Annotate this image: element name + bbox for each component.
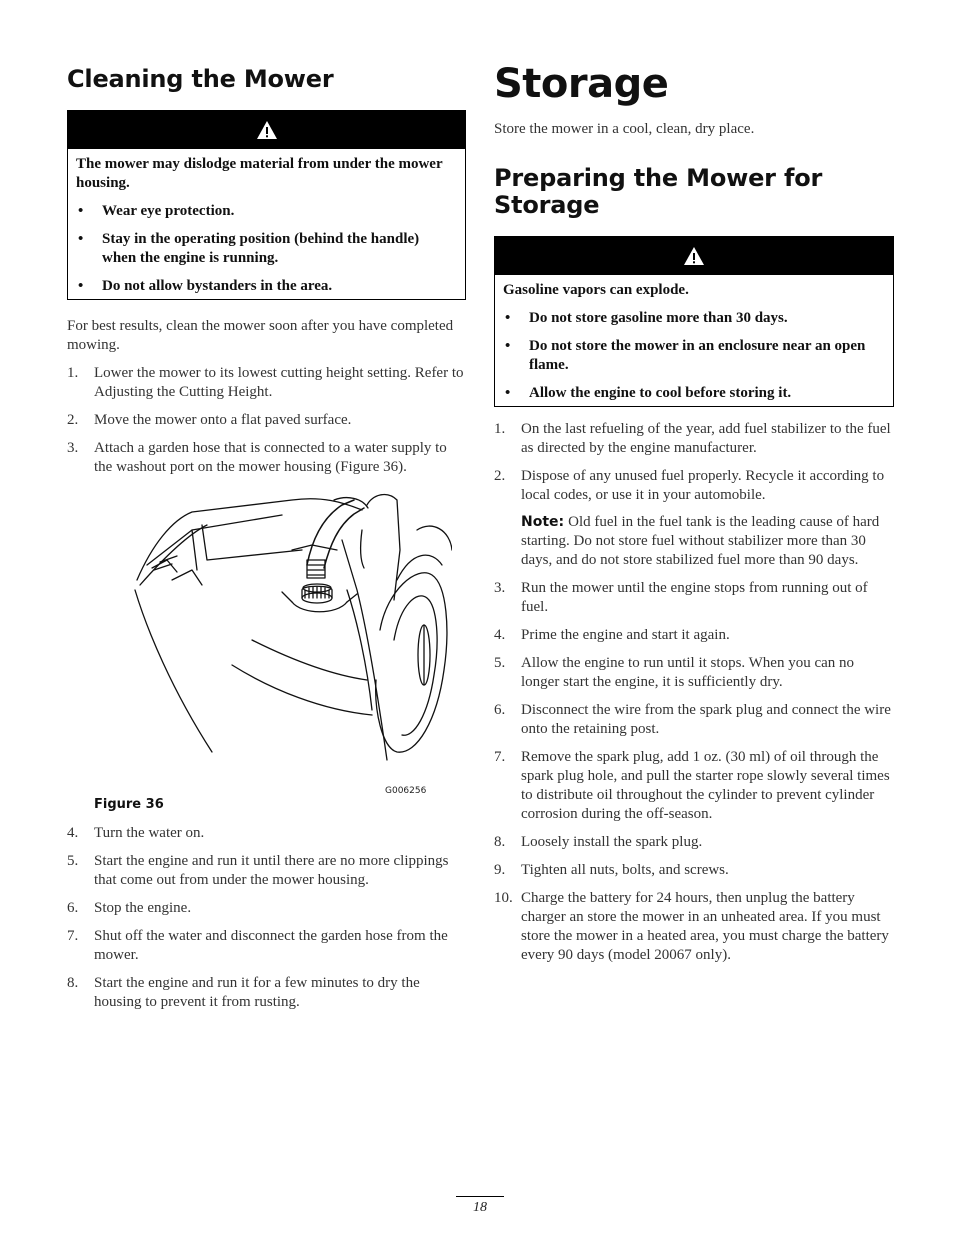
warning-lead: The mower may dislodge material from under the mower housing. xyxy=(76,156,443,191)
list-item: 4. Prime the engine and start it again. xyxy=(494,627,730,643)
warning-lead: Gasoline vapors can explode. xyxy=(503,282,689,298)
warning-bullet: • Allow the engine to cool before storing it. xyxy=(503,384,885,403)
list-item: 10. Charge the battery for 24 hours, then unplug the battery charger an store the mower in an unheated area. If you must store the mower in a heated area, you must charge the battery every 90 days (model 20067 only). xyxy=(494,890,889,963)
cleaning-steps-b xyxy=(67,824,466,1021)
warning-box-storage xyxy=(494,236,894,407)
warning-bullets xyxy=(503,309,885,403)
list-item: 8. Loosely install the spark plug. xyxy=(494,834,703,850)
cleaning-steps-a xyxy=(67,364,466,486)
list-item: 3. Run the mower until the engine stops from running out of fuel. xyxy=(494,580,868,615)
storage-steps xyxy=(494,420,893,974)
list-item: 2. Move the mower onto a flat paved surface. xyxy=(67,412,352,428)
list-item: 7. Shut off the water and disconnect the garden hose from the mower. xyxy=(67,928,448,963)
list-item: 5. Allow the engine to run until it stops. When you can no longer start the engine, it is sufficiently dry. xyxy=(494,655,855,690)
warning-bullet: • Stay in the operating position (behind the handle) when the engine is running. xyxy=(76,230,457,268)
warning-bullet: • Do not allow bystanders in the area. xyxy=(76,277,457,296)
warning-triangle-icon xyxy=(256,120,278,140)
warning-bar xyxy=(68,111,465,149)
list-item: 2. Dispose of any unused fuel properly. Recycle it according to local codes, or use it in your automobile. xyxy=(494,468,885,503)
figure-36-illustration xyxy=(132,490,452,765)
storage-steps-a xyxy=(494,420,893,505)
warning-bullet: • Do not store gasoline more than 30 days. xyxy=(503,309,885,328)
storage-intro: Store the mower in a cool, clean, dry place. xyxy=(494,121,755,137)
storage-note xyxy=(494,513,893,570)
warning-box-cleaning xyxy=(67,110,466,300)
figure-code: G006256 xyxy=(385,786,427,796)
warning-bullet: • Do not store the mower in an enclosure near an open flame. xyxy=(503,337,885,375)
figure-caption: Figure 36 xyxy=(94,797,164,812)
warning-bar xyxy=(495,237,893,275)
note-text: Old fuel in the fuel tank is the leading cause of hard starting. Do not store fuel without stabilizer more than 30 days, and do not store stabilized fuel more than 90 days. xyxy=(521,514,880,568)
warning-bullet: • Wear eye protection. xyxy=(76,202,457,221)
section-heading-cleaning: Cleaning the Mower xyxy=(67,65,334,93)
list-item: 5. Start the engine and run it until there are no more clippings that come out from under the mower housing. xyxy=(67,853,449,888)
cleaning-intro: For best results, clean the mower soon after you have completed mowing. xyxy=(67,318,454,353)
note-label: Note: xyxy=(521,514,565,530)
warning-triangle-icon xyxy=(683,246,705,266)
storage-steps-b xyxy=(494,579,893,965)
page-title: Storage xyxy=(494,61,669,107)
list-item: 1. On the last refueling of the year, add fuel stabilizer to the fuel as directed by the engine manufacturer. xyxy=(494,421,891,456)
list-item: 7. Remove the spark plug, add 1 oz. (30 ml) of oil through the spark plug hole, and pull the starter rope slowly several times to distribute oil throughout the cylinder to prevent cylinder corrosion during the off-season. xyxy=(494,749,890,822)
page-number: 18 xyxy=(456,1196,504,1216)
list-item: 4. Turn the water on. xyxy=(67,825,205,841)
section-heading-preparing: Preparing the Mower for Storage xyxy=(494,164,823,219)
list-item: 9. Tighten all nuts, bolts, and screws. xyxy=(494,862,729,878)
list-item: 6. Stop the engine. xyxy=(67,900,192,916)
list-item: 3. Attach a garden hose that is connected to a water supply to the washout port on the mower housing (Figure 36). xyxy=(67,440,447,475)
list-item: 1. Lower the mower to its lowest cutting height setting. Refer to Adjusting the Cutting Height. xyxy=(67,365,464,400)
list-item: 8. Start the engine and run it for a few minutes to dry the housing to prevent it from rusting. xyxy=(67,975,420,1010)
warning-bullets xyxy=(76,202,457,296)
list-item: 6. Disconnect the wire from the spark plug and connect the wire onto the retaining post. xyxy=(494,702,891,737)
